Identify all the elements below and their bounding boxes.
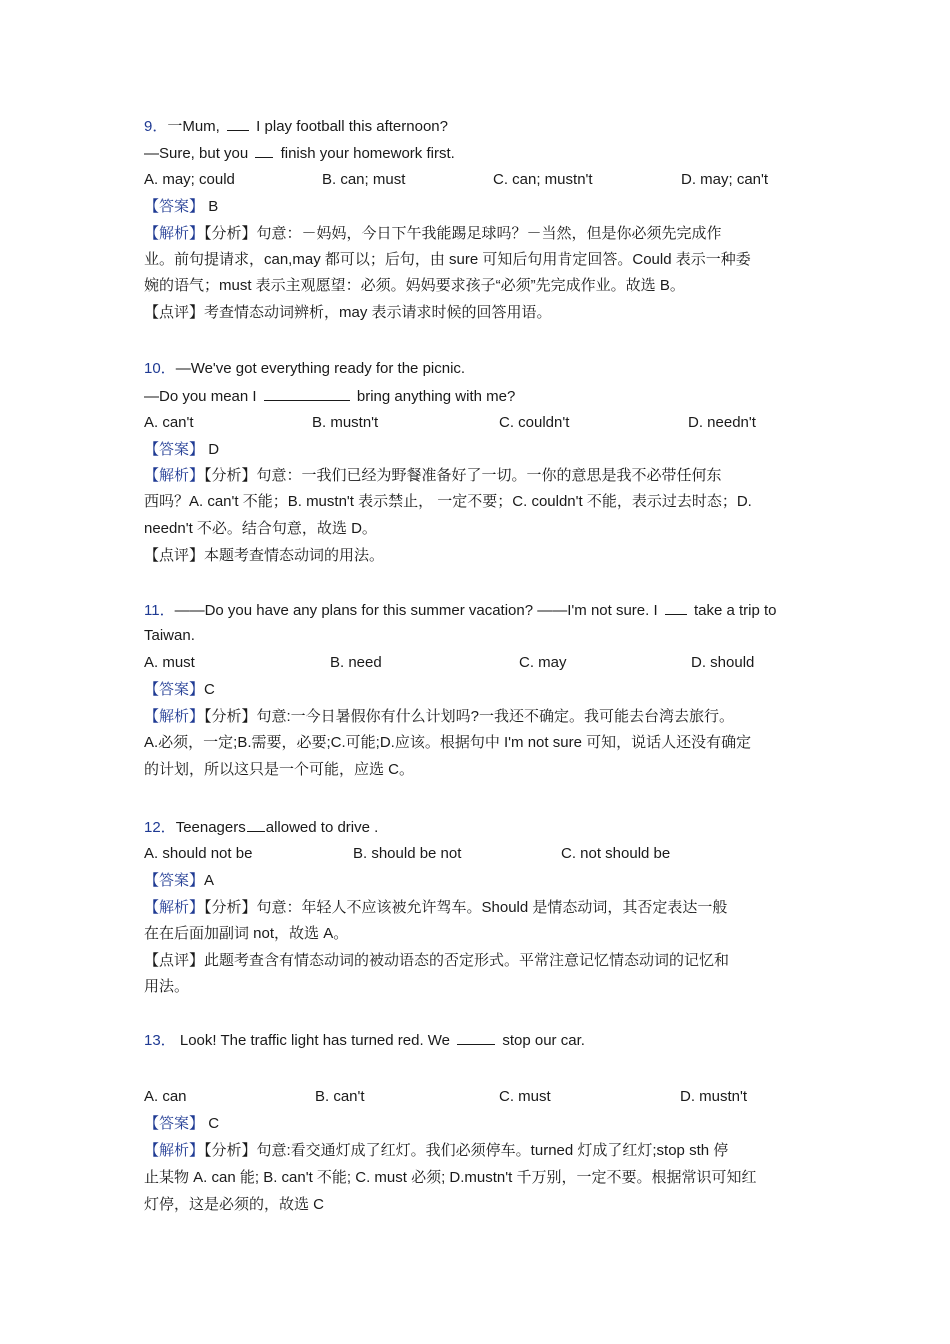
- q11-analysis-line3: 的计划，所以这只是一个可能，应选 C。: [144, 761, 415, 778]
- q10-line1: 10．—We've got everything ready for the picnic.: [144, 360, 466, 377]
- q9-line1: 9．一Mum, I play football this afternoon?: [144, 118, 448, 135]
- q10-option-c: C. couldn't: [499, 414, 570, 431]
- q9-line2: —Sure, but you finish your homework first.: [144, 145, 455, 162]
- q11-line2: Taiwan.: [144, 627, 195, 644]
- q12-number: 12．: [144, 819, 176, 836]
- q11-option-b: B. need: [330, 654, 382, 671]
- q12-analysis-line1: 【解析】【分析】句意：年轻人不应该被允许驾车。Should 是情态动词，其否定表达一般: [144, 899, 728, 916]
- q13-number: 13．: [144, 1032, 176, 1049]
- q13-option-c: C. must: [499, 1088, 551, 1105]
- q13-option-d: D. mustn't: [680, 1088, 748, 1105]
- q12-option-c: C. not should be: [561, 845, 671, 862]
- q13-analysis-line2: 止某物 A. can 能; B. can't 不能; C. must 必须; D.mustn't 千万别，一定不要。根据常识可知红: [144, 1169, 757, 1186]
- q12-analysis-line2: 在在后面加副词 not，故选 A。: [144, 925, 349, 942]
- q10-analysis-line3: needn't 不必。结合句意，故选 D。: [144, 520, 377, 537]
- q11-analysis-line2: A.必须，一定;B.需要，必要;C.可能;D.应该。根据句中 I'm not sure 可知，说话人还没有确定: [144, 734, 752, 751]
- q12-comment-line2: 用法。: [144, 978, 190, 995]
- q13-analysis-line3: 灯停，这是必须的，故选 C: [144, 1196, 325, 1213]
- q10-analysis-line2: 西吗？A. can't 不能；B. mustn't 表示禁止， 一定不要；C. couldn't 不能，表示过去时态；D.: [144, 493, 752, 510]
- q9-analysis-line1: 【解析】【分析】句意：－妈妈，今日下午我能踢足球吗？－当然，但是你必须先完成作: [144, 225, 722, 242]
- q11-option-c: C. may: [519, 654, 567, 671]
- q12-answer: 【答案】A: [144, 872, 215, 889]
- blank: [665, 600, 687, 615]
- q10-number: 10．: [144, 360, 176, 377]
- q9-option-d: D. may; can't: [681, 171, 769, 188]
- q13-line1: 13． Look! The traffic light has turned red. We stop our car.: [144, 1032, 585, 1049]
- q9-number: 9．: [144, 118, 168, 135]
- q11-analysis-line1: 【解析】【分析】句意:一今日暑假你有什么计划吗?一我还不确定。我可能去台湾去旅行。: [144, 708, 735, 725]
- q12-option-b: B. should be not: [353, 845, 462, 862]
- q10-line2: —Do you mean I bring anything with me?: [144, 388, 516, 405]
- q10-comment: 【点评】本题考查情态动词的用法。: [144, 547, 385, 564]
- q9-option-c: C. can; mustn't: [493, 171, 593, 188]
- blank: [255, 143, 273, 158]
- q9-option-a: A. may; could: [144, 171, 235, 188]
- blank: [227, 116, 249, 131]
- q9-answer: 【答案】 B: [144, 198, 219, 215]
- q9-comment: 【点评】考查情态动词辨析，may 表示请求时候的回答用语。: [144, 304, 552, 321]
- q11-option-a: A. must: [144, 654, 195, 671]
- q9-analysis-line3: 婉的语气；must 表示主观愿望：必须。妈妈要求孩子“必须”先完成作业。故选 B。: [144, 277, 685, 294]
- q9-analysis-line2: 业。前句提请求，can,may 都可以；后句，由 sure 可知后句用肯定回答。Could 表示一种委: [144, 251, 751, 268]
- blank: [264, 386, 350, 401]
- q10-option-b: B. mustn't: [312, 414, 379, 431]
- q10-answer: 【答案】 D: [144, 441, 220, 458]
- q10-option-a: A. can't: [144, 414, 194, 431]
- q11-option-d: D. should: [691, 654, 755, 671]
- q10-analysis-line1: 【解析】【分析】句意：一我们已经为野餐准备好了一切。一你的意思是我不必带任何东: [144, 467, 722, 484]
- q12-comment-line1: 【点评】此题考查含有情态动词的被动语态的否定形式。平常注意记忆情态动词的记忆和: [144, 952, 730, 969]
- q9-option-b: B. can; must: [322, 171, 406, 188]
- blank: [247, 817, 265, 832]
- q12-option-a: A. should not be: [144, 845, 253, 862]
- blank: [457, 1030, 495, 1045]
- q11-number: 11．: [144, 602, 175, 619]
- q12-line1: 12．Teenagers allowed to drive .: [144, 819, 379, 836]
- q13-option-a: A. can: [144, 1088, 187, 1105]
- q11-answer: 【答案】C: [144, 681, 215, 698]
- q13-analysis-line1: 【解析】【分析】句意:看交通灯成了红灯。我们必须停车。turned 灯成了红灯;stop sth 停: [144, 1142, 729, 1159]
- q10-option-d: D. needn't: [688, 414, 756, 431]
- q13-answer: 【答案】 C: [144, 1115, 220, 1132]
- q11-line1: 11．——Do you have any plans for this summer vacation? ——I'm not sure. I take a trip to: [144, 602, 777, 619]
- q13-option-b: B. can't: [315, 1088, 365, 1105]
